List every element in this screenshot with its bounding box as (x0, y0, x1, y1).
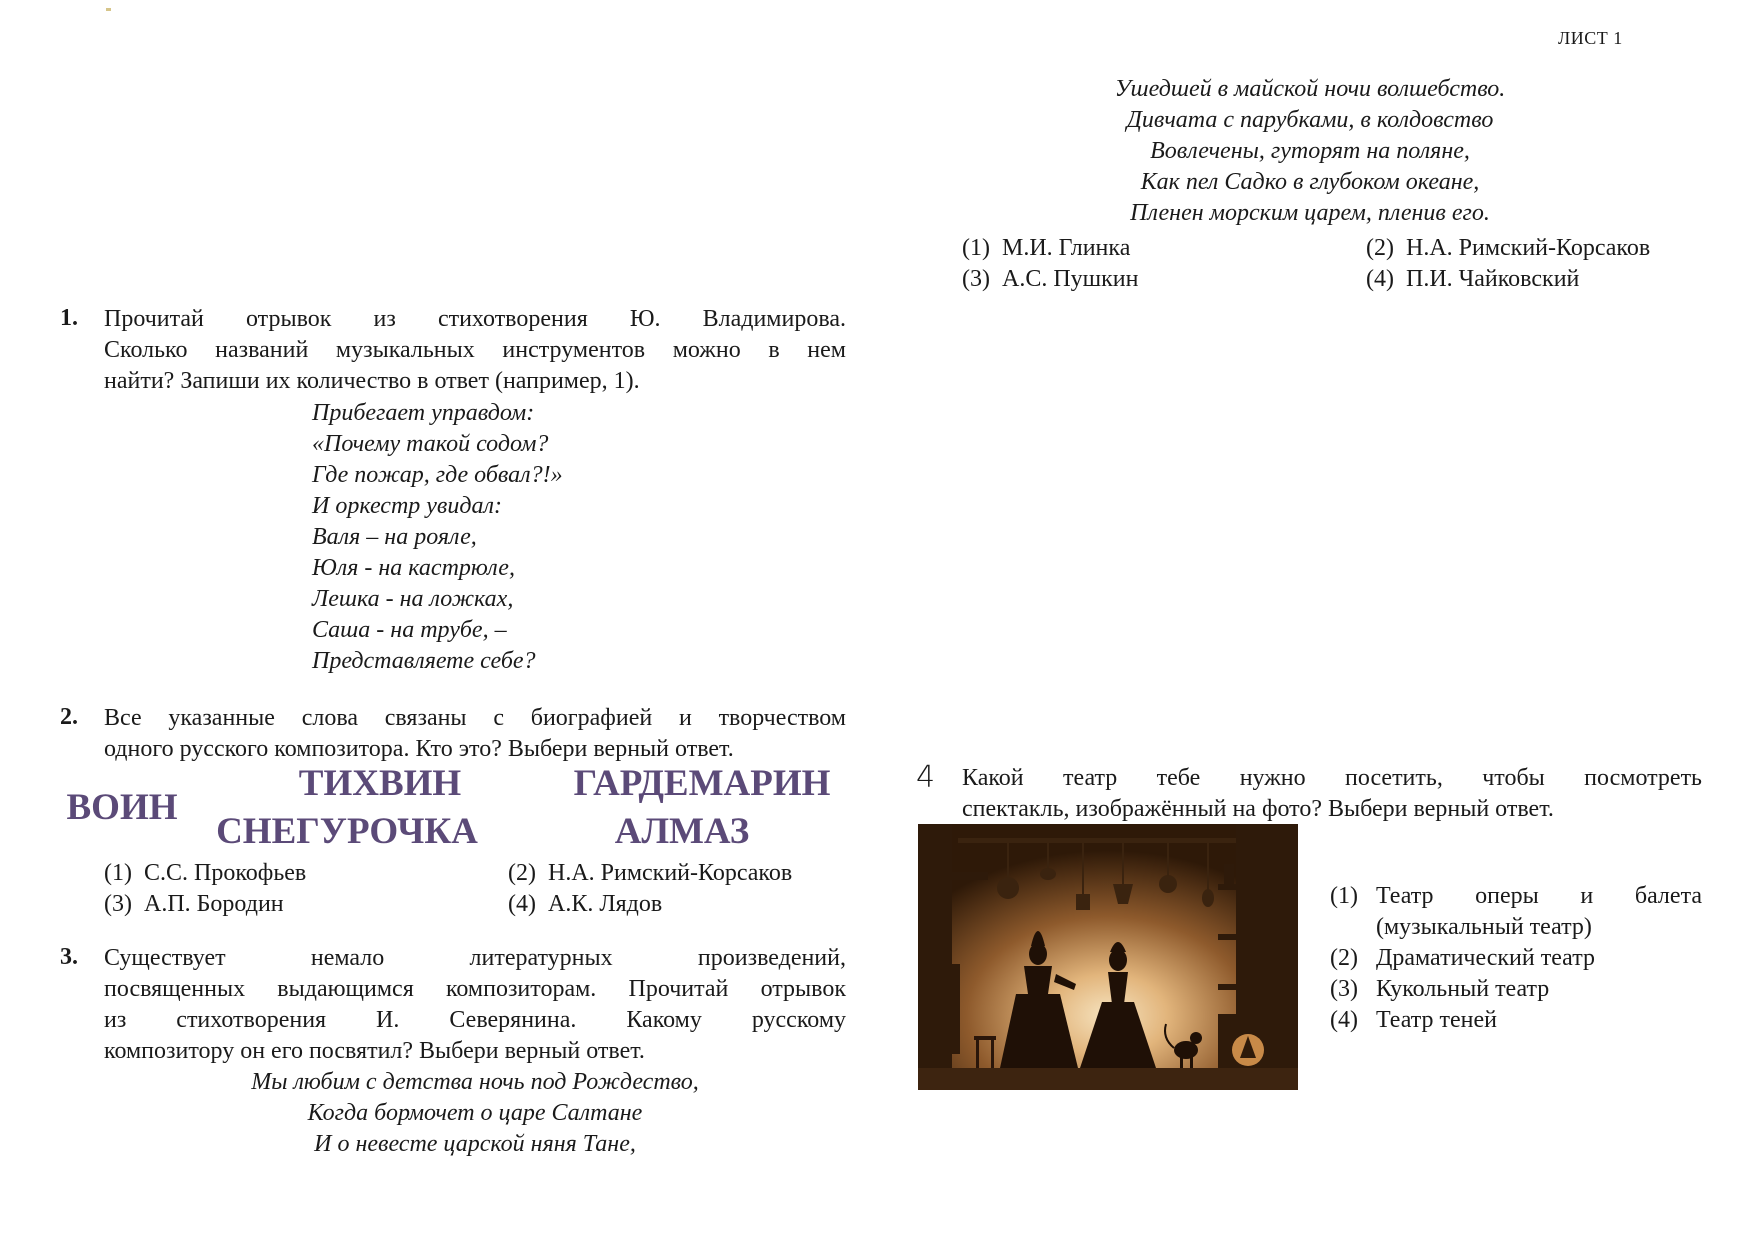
q3-poem-line: Дивчата с парубками, в колдовство (1126, 107, 1494, 133)
option-number: (3) (104, 891, 132, 917)
q2-option-3 (104, 889, 284, 920)
q1-poem-line: И оркестр увидал: (312, 493, 502, 519)
q3-poem-line: Вовлечены, гуторят на поляне, (1150, 138, 1470, 164)
q3-line-2: посвященных выдающимся композиторам. Прочитай отрывок (104, 976, 846, 1002)
option-number: (1) (104, 860, 132, 886)
q3-poem-line: И о невесте царской няня Тане, (314, 1131, 636, 1157)
sheet-label: ЛИСТ 1 (1558, 28, 1623, 48)
q1-poem-line: Валя – на рояле, (312, 524, 477, 550)
q4-option-1 (1330, 881, 1702, 943)
q2-text (104, 703, 846, 765)
q3-poem-line: Как пел Садко в глубоком океане, (1140, 169, 1480, 195)
q1-poem-line: Саша - на трубе, – (312, 617, 507, 643)
option-text-continued: (музыкальный театр) (1376, 914, 1592, 940)
word-gardemarin: ГАРДЕМАРИН (573, 763, 831, 804)
q1-poem-line: Прибегает управдом: (312, 400, 535, 426)
word-voin: ВОИН (66, 787, 178, 828)
q2-line-1: Все указанные слова связаны с биографией и творчеством (104, 705, 846, 731)
q1-line-2: Сколько названий музыкальных инструментов можно в нем (104, 337, 846, 363)
option-text: М.И. Глинка (1001, 235, 1131, 261)
q3-line-4: композитору он его посвятил? Выбери верный ответ. (104, 1038, 645, 1064)
q3-poem-continued (960, 74, 1660, 229)
option-text: С.С. Прокофьев (143, 860, 307, 886)
q3-poem-line: Мы любим с детства ночь под Рождество, (251, 1069, 699, 1095)
option-number: (4) (508, 891, 536, 917)
option-text: Н.А. Римский-Корсаков (547, 860, 793, 886)
q1-number: 1. (60, 305, 78, 331)
option-number: (4) (1330, 1007, 1358, 1033)
option-number: (4) (1366, 266, 1394, 292)
q3-option-4 (1366, 264, 1579, 295)
q4-option-3 (1330, 974, 1549, 1005)
q1-poem-line: Где пожар, где обвал?!» (312, 462, 563, 488)
option-number: (2) (1330, 945, 1358, 971)
shadow-theatre-photo (918, 824, 1298, 1090)
option-number: (1) (1330, 883, 1358, 909)
q1-poem (312, 398, 563, 677)
word-almaz: АЛМАЗ (614, 811, 750, 852)
option-text: А.С. Пушкин (1001, 266, 1139, 292)
q1-line-3: найти? Запиши их количество в ответ (например, 1). (104, 368, 640, 394)
q4-line-1: Какой театр тебе нужно посетить, чтобы посмотреть (962, 765, 1702, 791)
option-text: Кукольный театр (1376, 976, 1550, 1002)
q3-option-1 (962, 233, 1130, 264)
option-number: (1) (962, 235, 990, 261)
option-number: (2) (1366, 235, 1394, 261)
q2-number: 2. (60, 704, 78, 730)
option-text: А.К. Лядов (547, 891, 663, 917)
q1-poem-line: Юля - на кастрюле, (312, 555, 515, 581)
option-text: Н.А. Римский-Корсаков (1405, 235, 1651, 261)
q1-line-1: Прочитай отрывок из стихотворения Ю. Владимирова. (104, 306, 846, 332)
q4-option-4 (1330, 1005, 1497, 1036)
option-text: А.П. Бородин (143, 891, 284, 917)
q2-option-1 (104, 858, 306, 889)
q3-number: 3. (60, 944, 78, 970)
q2-line-2: одного русского композитора. Кто это? Выбери верный ответ. (104, 736, 734, 762)
q3-option-2 (1366, 233, 1650, 264)
q3-line-3: из стихотворения И. Северянина. Какому русскому (104, 1007, 846, 1033)
q3-poem-line: Пленен морским царем, пленив его. (1130, 200, 1490, 226)
q3-text (104, 943, 846, 1067)
q4-number: 4 (916, 760, 936, 795)
q3-poem-line: Ушедшей в майской ночи волшебство. (1114, 76, 1506, 102)
option-number: (3) (1330, 976, 1358, 1002)
option-text: Театр теней (1376, 1007, 1497, 1033)
option-number: (3) (962, 266, 990, 292)
q4-option-2 (1330, 943, 1595, 974)
option-text: П.И. Чайковский (1405, 266, 1580, 292)
option-text: Драматический театр (1376, 945, 1595, 971)
q3-option-3 (962, 264, 1138, 295)
q1-poem-line: Лешка - на ложках, (312, 586, 514, 612)
q2-option-2 (508, 858, 792, 889)
q2-option-4 (508, 889, 662, 920)
word-snegurochka: СНЕГУРОЧКА (216, 811, 478, 852)
q3-line-1: Существует немало литературных произведений, (104, 945, 846, 971)
q1-poem-line: «Почему такой содом? (312, 431, 549, 457)
q3-poem (104, 1067, 846, 1160)
option-text: Театр оперы и балета (1376, 883, 1702, 909)
scan-mark (106, 8, 111, 11)
option-number: (2) (508, 860, 536, 886)
q3-poem-line: Когда бормочет о царе Салтане (307, 1100, 643, 1126)
q4-text (962, 763, 1702, 825)
q1-poem-line: Представляете себе? (312, 648, 536, 674)
q1-text (104, 304, 846, 397)
word-tikhvin: ТИХВИН (298, 763, 462, 804)
q4-line-2: спектакль, изображённый на фото? Выбери верный ответ. (962, 796, 1554, 822)
